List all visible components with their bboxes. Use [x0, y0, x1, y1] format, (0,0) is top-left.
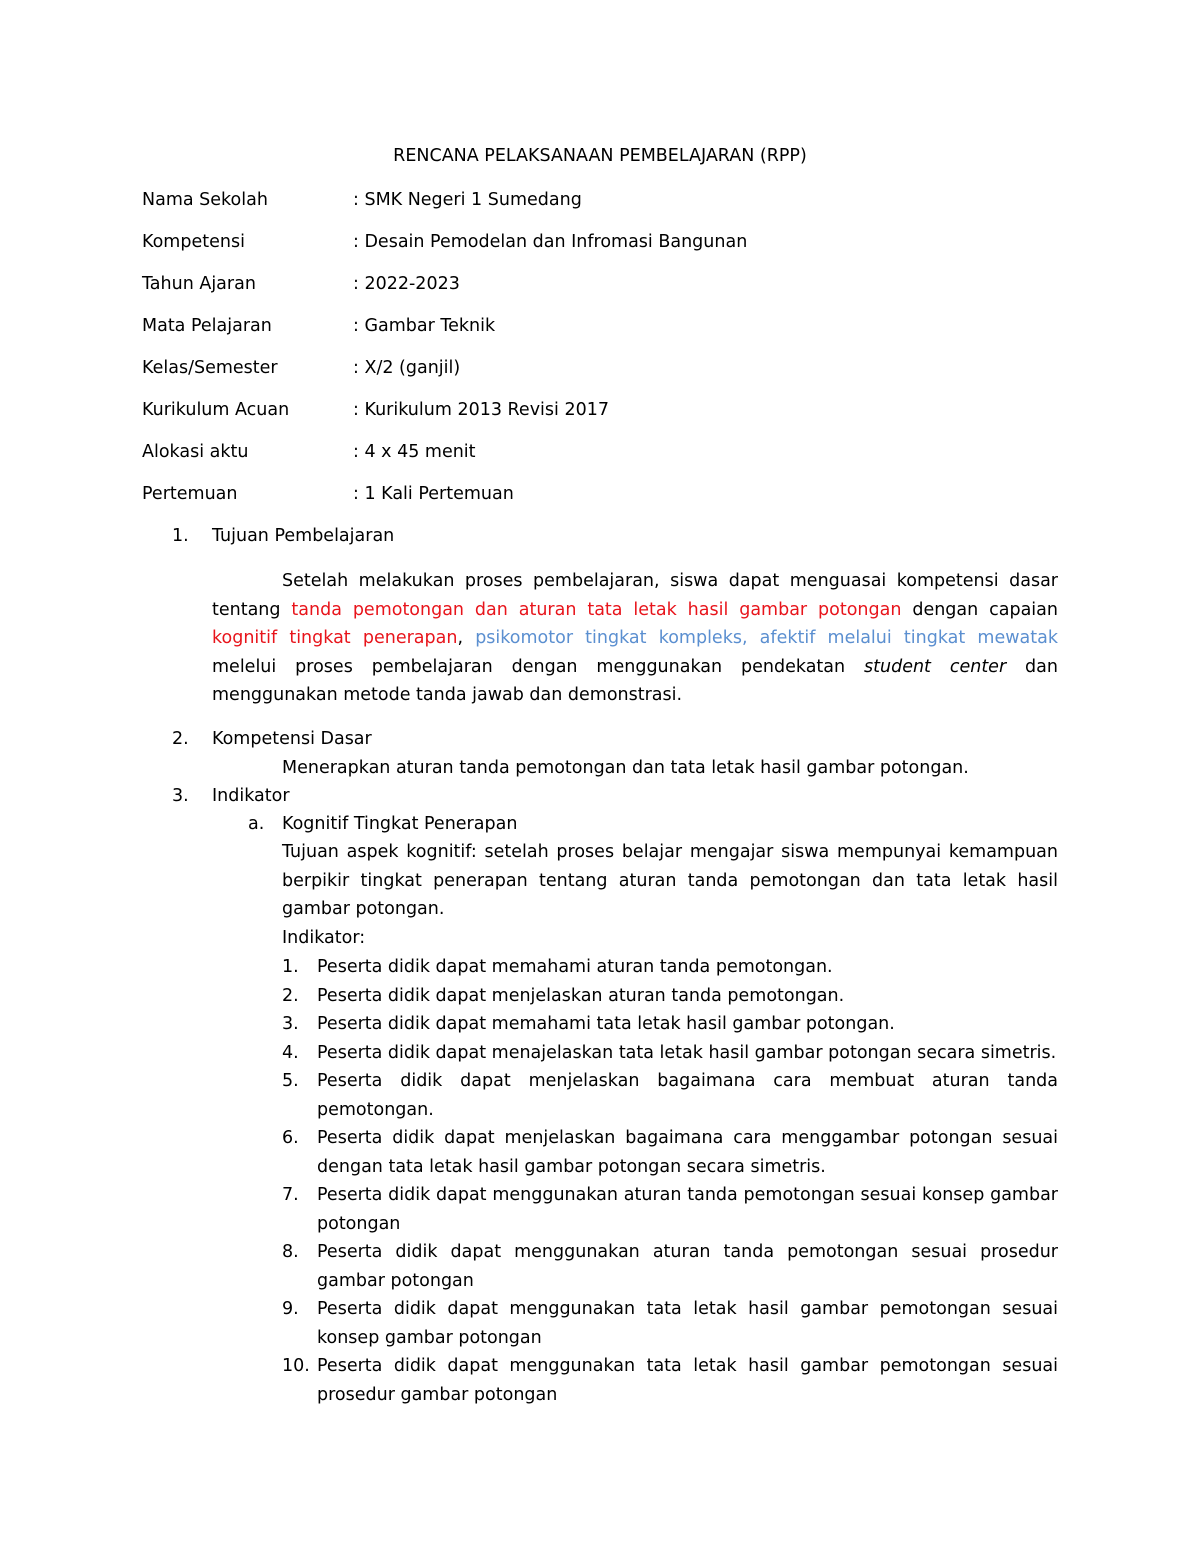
- kompetensi-dasar-text: Menerapkan aturan tanda pemotongan dan tata letak hasil gambar potongan.: [282, 758, 969, 778]
- list-item: [282, 1238, 1058, 1295]
- list-item: [282, 982, 1058, 1011]
- tujuan-text: dan menggunakan metode tanda jawab dan demonstrasi.: [212, 656, 1058, 705]
- list-text: Peserta didik dapat menggunakan aturan tanda pemotongan sesuai prosedur gambar potongan: [317, 1242, 1058, 1291]
- list-item: [282, 953, 1058, 982]
- section-title: Indikator: [212, 786, 290, 806]
- list-text: Peserta didik dapat menggunakan tata letak hasil gambar pemotongan sesuai konsep gambar potongan: [317, 1299, 1058, 1348]
- tujuan-text: Setelah melakukan proses pembelajaran, siswa dapat menguasai kompetensi dasar tentang: [212, 571, 1058, 620]
- list-item: [282, 1295, 1058, 1352]
- info-label: Kompetensi: [142, 232, 245, 252]
- tujuan-highlight-blue: psikomotor tingkat kompleks, afektif melalui tingkat mewatak: [475, 628, 1058, 648]
- indikator-label: Indikator:: [282, 928, 366, 948]
- info-label: Kurikulum Acuan: [142, 400, 290, 420]
- list-text: Peserta didik dapat memahami tata letak hasil gambar potongan.: [317, 1014, 895, 1034]
- tujuan-text: dengan capaian: [901, 599, 1058, 620]
- tujuan-text: melelui proses pembelajaran dengan menggunakan pendekatan: [212, 656, 865, 677]
- info-label: Mata Pelajaran: [142, 316, 272, 336]
- section-title: Kompetensi Dasar: [212, 729, 372, 749]
- info-label: Alokasi aktu: [142, 442, 249, 462]
- info-value: : Kurikulum 2013 Revisi 2017: [353, 400, 609, 420]
- info-value: : 4 x 45 menit: [353, 442, 476, 462]
- tujuan-italic: student center: [864, 656, 1007, 677]
- section-heading-indikator: [172, 784, 290, 808]
- section-number: 3.: [172, 786, 189, 806]
- list-text: Peserta didik dapat menjelaskan bagaimana cara menggambar potongan sesuai dengan tata letak hasil gambar potongan secara simetris.: [317, 1128, 1058, 1177]
- section-title: Tujuan Pembelajaran: [212, 526, 395, 546]
- list-item: [282, 1181, 1058, 1238]
- list-item: [282, 1067, 1058, 1124]
- info-label: Tahun Ajaran: [142, 274, 256, 294]
- list-number: 2.: [282, 985, 299, 1006]
- document-title: RENCANA PELAKSANAAN PEMBELAJARAN (RPP): [393, 146, 807, 166]
- list-text: Peserta didik dapat menjelaskan aturan tanda pemotongan.: [317, 985, 845, 1006]
- section-heading-kompetensi-dasar: [172, 727, 372, 751]
- list-number: 4.: [282, 1042, 299, 1063]
- list-item: [282, 1039, 1058, 1068]
- list-text: Peserta didik dapat menggunakan aturan tanda pemotongan sesuai konsep gambar potongan: [317, 1185, 1058, 1234]
- list-number: 3.: [282, 1014, 299, 1034]
- info-value: : Gambar Teknik: [353, 316, 496, 336]
- subsection-title: Kognitif Tingkat Penerapan: [282, 814, 518, 834]
- info-label: Kelas/Semester: [142, 358, 278, 378]
- section-number: 1.: [172, 526, 189, 546]
- indikator-description: Tujuan aspek kognitif: setelah proses belajar mengajar siswa mempunyai kemampuan berpikir tingkat penerapan tentang aturan tanda pemotongan dan tata letak hasil gambar potongan.: [282, 842, 1058, 919]
- info-label: Pertemuan: [142, 484, 238, 504]
- indikator-list: [282, 953, 1058, 1409]
- list-number: 1.: [282, 957, 299, 977]
- list-number: 6.: [282, 1128, 299, 1148]
- list-text: Peserta didik dapat menjelaskan bagaimana cara membuat aturan tanda pemotongan.: [317, 1071, 1058, 1120]
- list-number: 10.: [282, 1356, 310, 1376]
- tujuan-text: ,: [457, 628, 476, 648]
- tujuan-highlight-red: kognitif tingkat penerapan: [212, 628, 458, 648]
- list-number: 7.: [282, 1185, 299, 1205]
- list-item: [282, 1352, 1058, 1409]
- list-item: [282, 1124, 1058, 1181]
- list-item: [282, 1010, 1058, 1039]
- subsection-number: a.: [248, 814, 265, 834]
- list-number: 8.: [282, 1242, 299, 1262]
- info-value: : X/2 (ganjil): [353, 358, 461, 378]
- list-text: Peserta didik dapat menggunakan tata letak hasil gambar pemotongan sesuai prosedur gambar potongan: [317, 1356, 1058, 1405]
- section-number: 2.: [172, 729, 189, 749]
- info-label: Nama Sekolah: [142, 190, 268, 210]
- list-text: Peserta didik dapat menajelaskan tata letak hasil gambar potongan secara simetris.: [317, 1042, 1057, 1063]
- section-heading-tujuan: [172, 524, 394, 548]
- info-value: : 2022-2023: [353, 274, 460, 294]
- list-number: 5.: [282, 1071, 299, 1091]
- info-value: : Desain Pemodelan dan Infromasi Bangunan: [353, 232, 748, 252]
- tujuan-paragraph: [212, 567, 1058, 710]
- list-number: 9.: [282, 1299, 299, 1319]
- list-text: Peserta didik dapat memahami aturan tanda pemotongan.: [317, 957, 833, 977]
- info-value: : 1 Kali Pertemuan: [353, 484, 514, 504]
- info-value: : SMK Negeri 1 Sumedang: [353, 190, 582, 210]
- tujuan-highlight-red: tanda pemotongan dan aturan tata letak hasil gambar potongan: [291, 599, 902, 620]
